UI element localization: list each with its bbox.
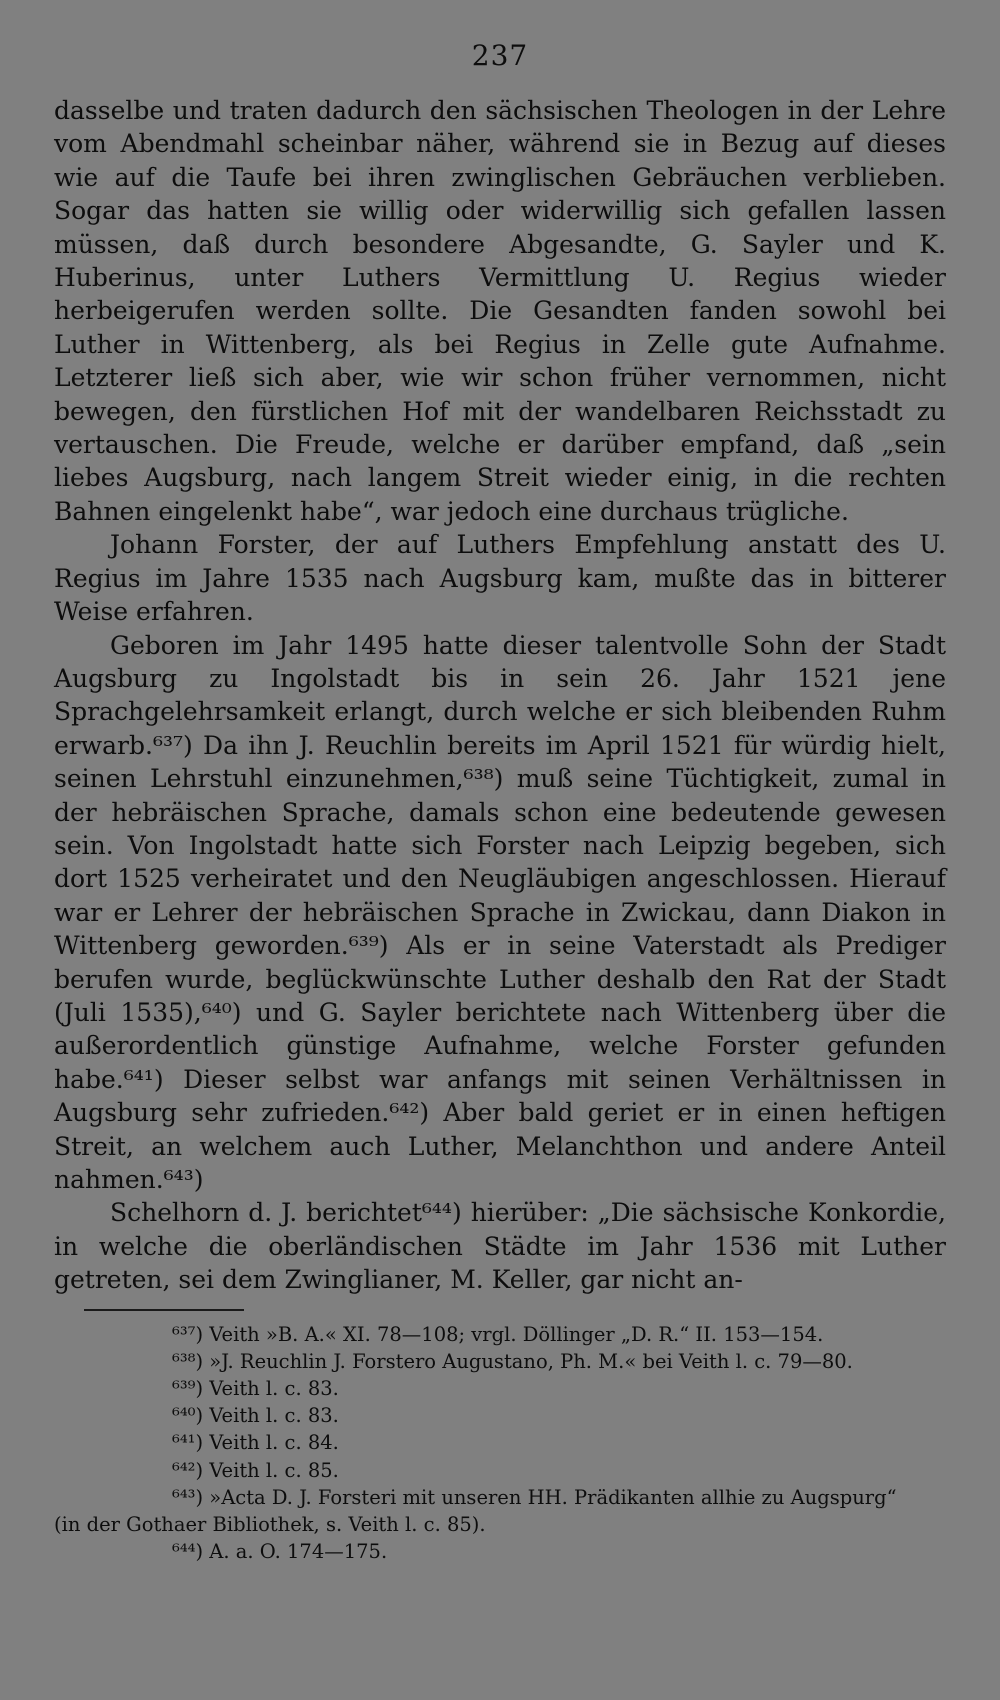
main-text <box>54 94 946 1297</box>
footnote-639: ⁶³⁹) Veith l. c. 83. <box>172 1377 339 1401</box>
paragraph-1: dasselbe und traten dadurch den sächsischen Theologen in der Lehre vom Abendmahl scheinbar näher, während sie in Bezug auf dieses wie auf die Taufe bei ihren zwinglischen Gebräuchen verblieben. Sogar das hatten sie willig oder widerwillig sich gefallen lassen müssen, daß durch besondere Abgesandte, G. Sayler und K. Huberinus, unter Luthers Vermittlung U. Regius wieder herbeigerufen werden sollte. Die Gesandten fanden sowohl bei Luther in Wittenberg, als bei Regius in Zelle gute Aufnahme. Letzterer ließ sich aber, wie wir schon früher vernommen, nicht bewegen, den fürstlichen Hof mit der wandelbaren Reichsstadt zu vertauschen. Die Freude, welche er darüber empfand, daß „sein liebes Augsburg, nach langem Streit wieder einig, in die rechten Bahnen eingelenkt habe“, war jedoch eine durchaus trügliche. <box>54 96 946 526</box>
footnote-641: ⁶⁴¹) Veith l. c. 84. <box>172 1431 339 1455</box>
footnotes <box>54 1321 946 1566</box>
paragraph-2: Johann Forster, der auf Luthers Empfehlung anstatt des U. Regius im Jahre 1535 nach Augsburg kam, mußte das in bitterer Weise erfahren. <box>54 530 946 627</box>
paragraph-3: Geboren im Jahr 1495 hatte dieser talentvolle Sohn der Stadt Augsburg zu Ingolstadt bis in sein 26. Jahr 1521 jene Sprachgelehrsamkeit erlangt, durch welche er sich bleibenden Ruhm erwarb.⁶³⁷) Da ihn J. Reuchlin bereits im April 1521 für würdig hielt, seinen Lehrstuhl einzunehmen,⁶³⁸) muß seine Tüchtigkeit, zumal in der hebräischen Sprache, damals schon eine bedeutende gewesen sein. Von Ingolstadt hatte sich Forster nach Leipzig begeben, sich dort 1525 verheiratet und den Neugläubigen angeschlossen. Hierauf war er Lehrer der hebräischen Sprache in Zwickau, dann Diakon in Wittenberg geworden.⁶³⁹) Als er in seine Vaterstadt als Prediger berufen wurde, beglückwünschte Luther deshalb den Rat der Stadt (Juli 1535),⁶⁴⁰) und G. Sayler berichtete nach Wittenberg über die außerordentlich günstige Aufnahme, welche Forster gefunden habe.⁶⁴¹) Dieser selbst war anfangs mit seinen Verhältnissen in Augsburg sehr zufrieden.⁶⁴²) Aber bald geriet er in einen heftigen Streit, an welchem auch Luther, Melanchthon und andere Anteil nahmen.⁶⁴³) <box>54 630 946 1194</box>
footnote-642: ⁶⁴²) Veith l. c. 85. <box>172 1458 339 1482</box>
footnote-divider <box>84 1309 244 1311</box>
footnote-643: ⁶⁴³) »Acta D. J. Forsteri mit unseren HH. Prädikanten allhie zu Augspurg“ <box>172 1485 897 1509</box>
footnote-637: ⁶³⁷) Veith »B. A.« XI. 78—108; vrgl. Döllinger „D. R.“ II. 153—154. <box>172 1322 824 1346</box>
footnote-640: ⁶⁴⁰) Veith l. c. 83. <box>172 1404 339 1428</box>
footnote-638: ⁶³⁸) »J. Reuchlin J. Forstero Augustano, Ph. M.« bei Veith l. c. 79—80. <box>172 1349 853 1373</box>
page-number: 237 <box>471 39 529 72</box>
footnote-643-continuation: (in der Gothaer Bibliothek, s. Veith l. c. 85). <box>54 1513 486 1537</box>
paragraph-4: Schelhorn d. J. berichtet⁶⁴⁴) hierüber: „Die sächsische Konkordie, in welche die oberländischen Städte im Jahr 1536 mit Luther getreten, sei dem Zwinglianer, M. Keller, gar nicht an- <box>54 1198 946 1295</box>
footnote-644: ⁶⁴⁴) A. a. O. 174—175. <box>172 1540 388 1564</box>
